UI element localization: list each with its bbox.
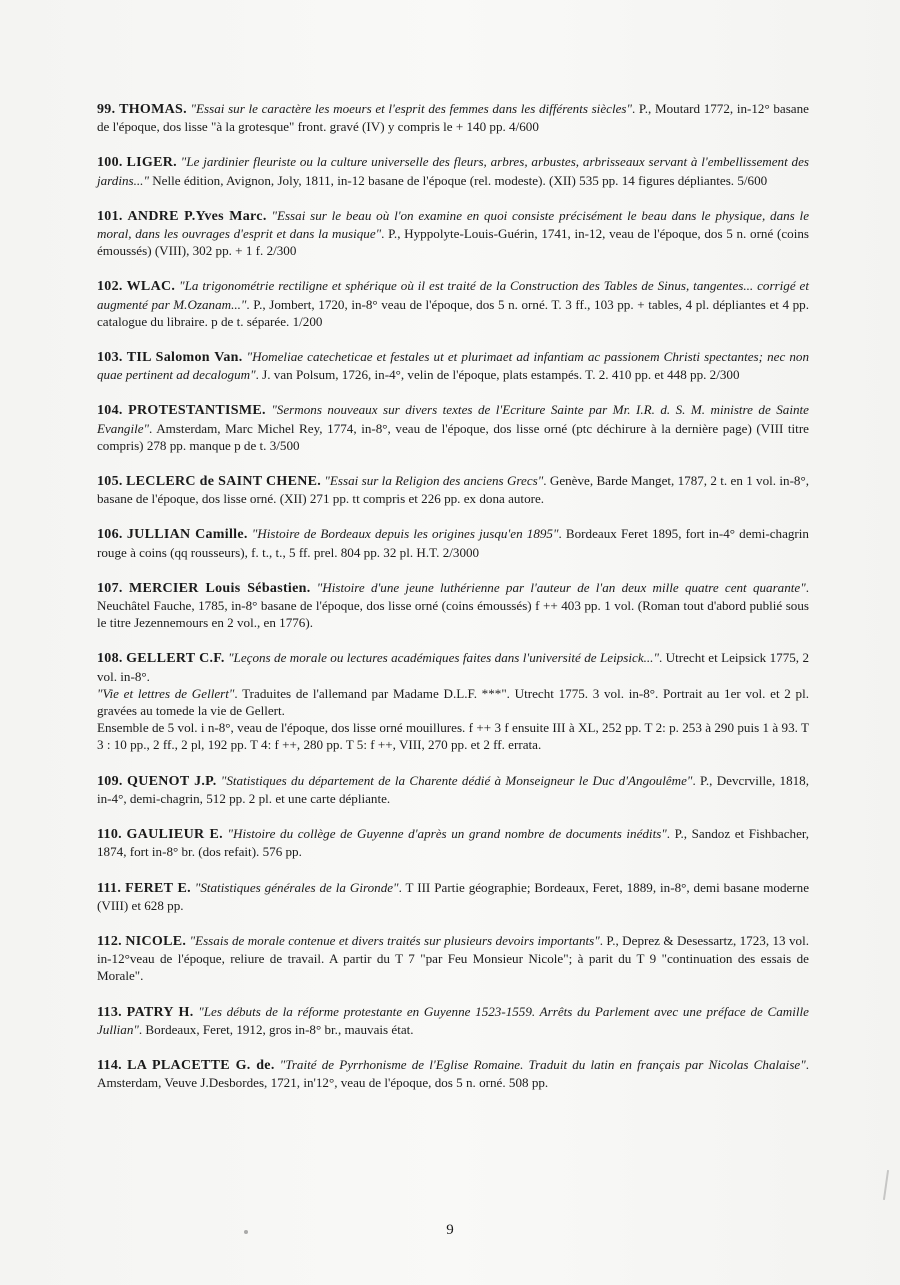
entry-extra-details: Ensemble de 5 vol. i n-8°, veau de l'époque, dos lisse orné mouillures. f ++ 3 f ensuite III à XL, 252 pp. T 2: p. 253 à 290 puis 1 à 93. T 3 : 10 pp., 2 ff., 2 pl, 192 pp. T 4: f ++, 280 pp. T 5: f ++, VIII, 270 pp. et 2 ff. errata. [97, 720, 809, 753]
catalogue-entry [97, 1003, 809, 1038]
entry-author: GELLERT C.F. [126, 651, 225, 667]
entry-text [97, 825, 809, 860]
entry-text [97, 100, 809, 135]
entry-number: 99. [97, 102, 116, 117]
catalogue-entry [97, 825, 809, 860]
catalogue-entry [97, 932, 809, 985]
entry-title: "Essai sur le beau où l'on examine en quoi consiste précisément le beau dans le physique, dans le moral, dans les ouvrages d'esprit et dans la musique" [97, 207, 810, 242]
entry-details: . Utrecht et Leipsick 1775, 2 vol. in-8°. [97, 650, 810, 684]
entry-title: "Essai sur la Religion des anciens Grecs" [324, 473, 544, 489]
catalogue-entry [97, 472, 809, 507]
entry-text [97, 649, 809, 684]
entry-details: . P., Deprez & Desessartz, 1723, 13 vol. in-12°veau de l'époque, reliure de travail. A partir du T 7 "par Feu Monsieur Nicole"; à parit du T 9 "continuation des essais de Morale". [97, 932, 809, 984]
entry-number: 104. [97, 403, 123, 419]
entry-text [97, 879, 809, 914]
entry-author: THOMAS. [119, 102, 187, 117]
entry-number: 110. [97, 827, 122, 843]
entry-title: "Statistiques générales de la Gironde" [194, 879, 399, 895]
entry-author: JULLIAN Camille. [126, 527, 248, 543]
entry-details: . T III Partie géographie; Bordeaux, Feret, 1889, in-8°, demi basane moderne (VIII) et 628 pp. [97, 879, 810, 913]
entry-number: 105. [97, 474, 123, 490]
entry-details: Nelle édition, Avignon, Joly, 1811, in-12 basane de l'époque (rel. modeste). (XII) 535 pp. 14 figures dépliantes. 5/600 [148, 172, 768, 188]
page-number: 9 [446, 1222, 454, 1238]
entry-details: . P., Jombert, 1720, in-8° veau de l'époque, dos 5 n. orné. T. 3 ff., 103 pp. + tables, 4 pl. dépliantes et 4 pp. catalogue du libraire. p de t. séparée. 1/200 [97, 296, 809, 329]
entry-number: 114. [97, 1057, 122, 1073]
entry-title: "Essai sur le caractère les moeurs et l'esprit des femmes dans les différents siècles" [190, 101, 632, 116]
entry-author: TIL Salomon Van. [126, 350, 243, 366]
catalogue-entry [97, 879, 809, 914]
entry-details: . P., Devcrville, 1818, in-4°, demi-chagrin, 512 pp. 2 pl. et une carte dépliante. [97, 772, 809, 806]
entry-details: . Amsterdam, Veuve J.Desbordes, 1721, in'12°, veau de l'époque, dos 5 n. orné. 508 pp. [97, 1056, 810, 1091]
catalogue-entry [97, 525, 809, 560]
entry-text [97, 207, 809, 260]
entry-number: 100. [97, 155, 123, 171]
entry-author: PATRY H. [126, 1004, 194, 1020]
entry-title: "Histoire d'une jeune luthérienne par l'auteur de l'an deux mille quatre cent quarante" [316, 579, 806, 595]
entry-author: PROTESTANTISME. [128, 403, 266, 419]
entry-author: FERET E. [125, 880, 191, 896]
catalogue-entry [97, 153, 809, 188]
entries-list [97, 100, 809, 1109]
entry-title: "Le jardinier fleuriste ou la culture universelle des fleurs, arbres, arbustes, arbrisseaux servant à l'embellissement des jardins..." [97, 154, 809, 188]
entry-text [97, 153, 809, 188]
entry-extra-details: . Traduites de l'allemand par Madame D.L.F. ***". Utrecht 1775. 3 vol. in-8°. Portrait au 1er vol. et 2 pl. gravées au tomede la vie de Gellert. [97, 685, 809, 719]
catalogue-entry [97, 348, 809, 383]
entry-author: ANDRE P.Yves Marc. [127, 208, 267, 224]
entry-title: "Histoire du collège de Guyenne d'après un grand nombre de documents inédits" [227, 826, 667, 842]
entry-author: GAULIEUR E. [126, 827, 223, 843]
entry-details: . P., Sandoz et Fishbacher, 1874, fort in-8° br. (dos refait). 576 pp. [97, 826, 809, 860]
catalogue-entry [97, 1056, 809, 1091]
entry-title: "Essais de morale contenue et divers traités sur plusieurs devoirs importants" [189, 932, 600, 948]
entry-text [97, 1003, 809, 1038]
entry-text [97, 401, 809, 454]
entry-number: 111. [97, 880, 122, 896]
entry-details: . Genève, Barde Manget, 1787, 2 t. en 1 vol. in-8°, basane de l'époque, dos lisse orné. (XII) 271 pp. tt compris et 226 pp. ex dona autore. [97, 473, 809, 507]
entry-author: QUENOT J.P. [127, 773, 217, 789]
entry-details: . Bordeaux Feret 1895, fort in-4° demi-chagrin rouge à coins (qq rousseurs), f. t., t., 5 ff. prel. 804 pp. 32 pl. H.T. 2/3000 [97, 526, 809, 560]
entry-number: 106. [97, 527, 123, 543]
entry-title: "Sermons nouveaux sur divers textes de l'Ecriture Sainte par Mr. I.R. d. S. M. ministre de Sainte Evangile" [97, 402, 809, 436]
entry-author: LIGER. [126, 155, 177, 171]
entry-number: 108. [97, 651, 123, 667]
entry-author: MERCIER Louis Sébastien. [128, 580, 311, 596]
entry-number: 109. [97, 773, 123, 789]
entry-author: NICOLE. [125, 933, 187, 949]
catalogue-entry [97, 649, 809, 753]
entry-text [97, 525, 809, 560]
entry-details: . Neuchâtel Fauche, 1785, in-8° basane de l'époque, dos lisse orné (coins émoussés) f ++ 403 pp. 1 vol. (Roman tout d'abord publié sous le titre Jezennemours en 2 vol., en 1776). [97, 579, 809, 631]
entry-number: 107. [97, 580, 123, 596]
entry-title: "Traité de Pyrrhonisme de l'Eglise Romaine. Traduit du latin en français par Nicolas Chalaise" [279, 1056, 806, 1072]
entry-title: "Les débuts de la réforme protestante en Guyenne 1523-1559. Arrêts du Parlement avec une préface de Camille Jullian" [97, 1003, 809, 1037]
entry-number: 112. [97, 933, 122, 949]
catalogue-entry [97, 579, 809, 632]
stray-mark [244, 1230, 248, 1234]
entry-text [97, 348, 809, 383]
entry-number: 103. [97, 350, 123, 366]
pencil-mark [883, 1170, 889, 1200]
entry-title: "La trigonométrie rectiligne et sphérique où il est traité de la Construction des Tables de Sinus, tangentes... corrigé et augmenté par M.Ozanam..." [97, 278, 809, 312]
catalogue-entry [97, 207, 809, 260]
catalogue-entry [97, 772, 809, 807]
entry-text [97, 772, 809, 807]
entry-number: 102. [97, 279, 123, 295]
entry-details: . Amsterdam, Marc Michel Rey, 1774, in-8°, veau de l'époque, dos lisse orné (ptc déchirure à la dernière page) (VIII titre compris) 278 pp. manque p de t. 3/500 [97, 420, 809, 453]
entry-details: . Bordeaux, Feret, 1912, gros in-8° br., mauvais état. [138, 1021, 414, 1037]
entry-text [97, 472, 809, 507]
entry-author: WLAC. [126, 279, 176, 295]
entry-title: "Histoire de Bordeaux depuis les origines jusqu'en 1895" [251, 526, 559, 542]
entry-title: "Statistiques du département de la Charente dédié à Monseigneur le Duc d'Angoulême" [220, 772, 693, 788]
entry-number: 113. [97, 1004, 122, 1020]
entry-details: . P., Hyppolyte-Louis-Guérin, 1741, in-12, veau de l'époque, dos 5 n. orné (coins émoussés) (VIII), 302 pp. + 1 f. 2/300 [97, 226, 809, 259]
entry-text [97, 932, 809, 985]
entry-number: 101. [97, 208, 123, 224]
catalogue-entry [97, 277, 809, 330]
entry-text [97, 277, 809, 330]
entry-text [97, 1056, 809, 1091]
entry-details: . J. van Polsum, 1726, in-4°, velin de l'époque, plats estampés. T. 2. 410 pp. et 448 pp. 2/300 [255, 367, 740, 383]
catalogue-entry [97, 100, 809, 135]
entry-author: LECLERC de SAINT CHENE. [126, 474, 322, 490]
catalogue-entry [97, 401, 809, 454]
entry-title: "Leçons de morale ou lectures académiques faites dans l'université de Leipsick..." [228, 650, 659, 666]
entry-text [97, 579, 809, 632]
entry-extra-line [97, 719, 809, 753]
entry-title: "Homeliae catecheticae et festales ut et plurimaet ad infantiam ac passionem Christi spectantes; nec non quae pertinent ad decalogum" [97, 349, 809, 383]
entry-extra-line [97, 685, 809, 719]
entry-details: . P., Moutard 1772, in-12° basane de l'époque, dos lisse "à la grotesque" front. gravé (IV) y compris le + 140 pp. 4/600 [97, 101, 809, 135]
entry-author: LA PLACETTE G. de. [127, 1057, 275, 1073]
entry-extra-title: "Vie et lettres de Gellert" [97, 685, 235, 701]
